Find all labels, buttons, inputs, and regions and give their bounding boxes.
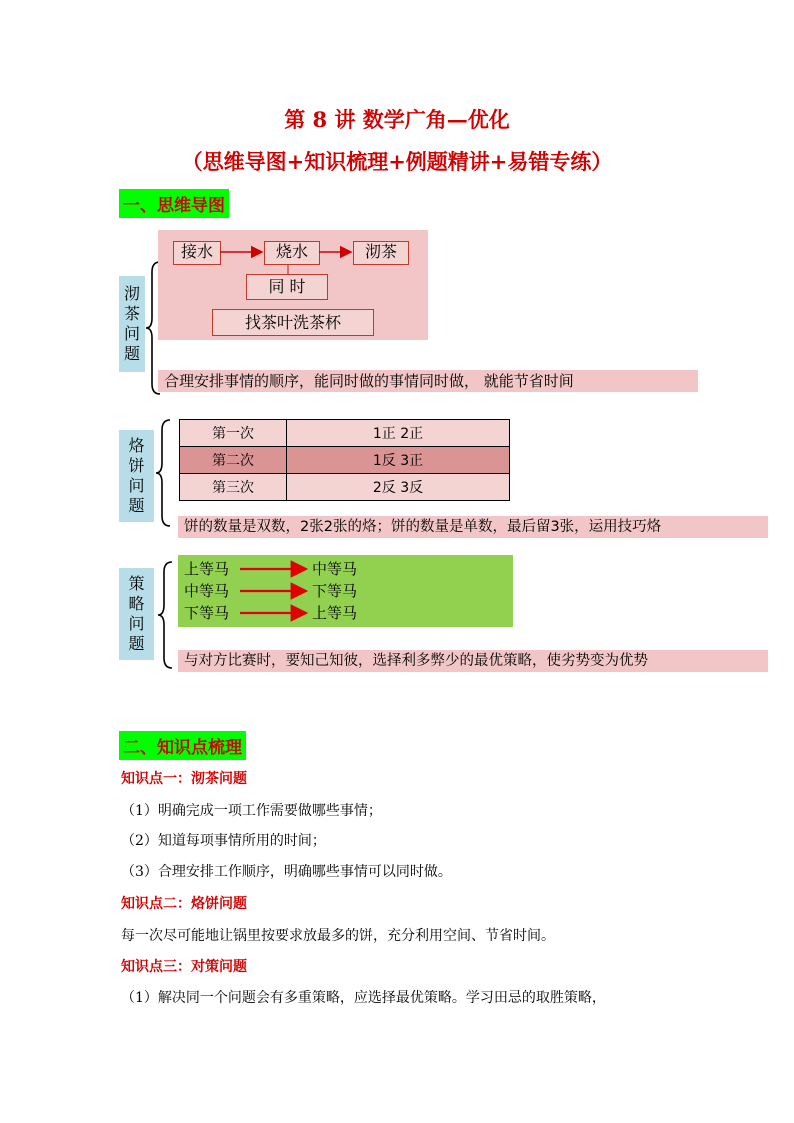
strategy-arrows bbox=[178, 555, 513, 627]
table-row bbox=[180, 447, 510, 474]
label-char: 问 bbox=[128, 614, 145, 633]
section-heading-mindmap: 一、思维导图 bbox=[119, 189, 229, 218]
tea-flow-arrows bbox=[158, 230, 428, 340]
tea-step-fetch-water: 接水 bbox=[173, 241, 221, 265]
pancake-table bbox=[179, 419, 510, 501]
tea-problem-label bbox=[119, 276, 145, 372]
kp1-item: （1）明确完成一项工作需要做哪些事情； bbox=[121, 803, 382, 819]
strategy-summary: 与对方比赛时，要知己知彼，选择利多弊少的最优策略，使劣势变为优势 bbox=[178, 650, 768, 672]
opponent-horse: 中等马 bbox=[312, 560, 358, 578]
label-char: 题 bbox=[128, 634, 145, 653]
label-char: 题 bbox=[128, 496, 145, 515]
round-cell: 第一次 bbox=[180, 420, 287, 447]
detail-cell: 1正 2正 bbox=[287, 420, 510, 447]
page-title: 第 8 讲 数学广角—优化 bbox=[284, 107, 510, 132]
label-char: 略 bbox=[128, 594, 145, 613]
label-char: 题 bbox=[123, 344, 140, 363]
own-horse: 下等马 bbox=[184, 604, 230, 622]
tea-step-make-tea: 沏茶 bbox=[353, 241, 409, 265]
round-cell: 第三次 bbox=[180, 474, 287, 501]
table-row bbox=[180, 474, 510, 501]
page-subtitle: （思维导图+知识梳理+例题精讲+易错专练） bbox=[181, 149, 613, 174]
kp1-item: （3）合理安排工作顺序，明确哪些事情可以同时做。 bbox=[121, 864, 452, 880]
label-char: 问 bbox=[128, 476, 145, 495]
own-horse: 中等马 bbox=[184, 582, 230, 600]
kp1-title: 知识点一：沏茶问题 bbox=[121, 771, 247, 787]
round-cell: 第二次 bbox=[180, 447, 287, 474]
kp3-title: 知识点三：对策问题 bbox=[121, 959, 247, 975]
label-char: 沏 bbox=[123, 284, 140, 303]
tea-summary: 合理安排事情的顺序，能同时做的事情同时做， 就能节省时间 bbox=[158, 370, 698, 392]
pancake-summary: 饼的数量是双数，2张2张的烙；饼的数量是单数，最后留3张，运用技巧烙 bbox=[178, 516, 768, 538]
kp2-text: 每一次尽可能地让锅里按要求放最多的饼，充分利用空间、节省时间。 bbox=[121, 928, 555, 944]
label-char: 策 bbox=[128, 574, 145, 593]
label-char: 茶 bbox=[123, 304, 140, 323]
label-char: 饼 bbox=[128, 456, 145, 475]
pancake-problem-label bbox=[119, 430, 154, 522]
strategy-brace bbox=[156, 560, 176, 670]
strategy-problem-label bbox=[119, 568, 154, 660]
kp1-item: （2）知道每项事情所用的时间； bbox=[121, 833, 326, 849]
kp3-item: （1）解决同一个问题会有多重策略，应选择最优策略。学习田忌的取胜策略， bbox=[121, 990, 606, 1006]
detail-cell: 2反 3反 bbox=[287, 474, 510, 501]
label-char: 烙 bbox=[128, 436, 145, 455]
label-char: 问 bbox=[123, 324, 140, 343]
table-row bbox=[180, 420, 510, 447]
detail-cell: 1反 3正 bbox=[287, 447, 510, 474]
own-horse: 上等马 bbox=[184, 560, 230, 578]
kp2-title: 知识点二：烙饼问题 bbox=[121, 896, 247, 912]
opponent-horse: 上等马 bbox=[312, 604, 358, 622]
section-heading-knowledge: 二、知识点梳理 bbox=[119, 731, 246, 760]
tea-side-task-box: 找茶叶洗茶杯 bbox=[212, 309, 374, 336]
tea-step-boil-water: 烧水 bbox=[264, 241, 320, 265]
opponent-horse: 下等马 bbox=[312, 582, 358, 600]
tea-simultaneous-box: 同 时 bbox=[246, 274, 328, 300]
strategy-panel bbox=[178, 555, 513, 627]
pancake-brace bbox=[154, 418, 174, 528]
